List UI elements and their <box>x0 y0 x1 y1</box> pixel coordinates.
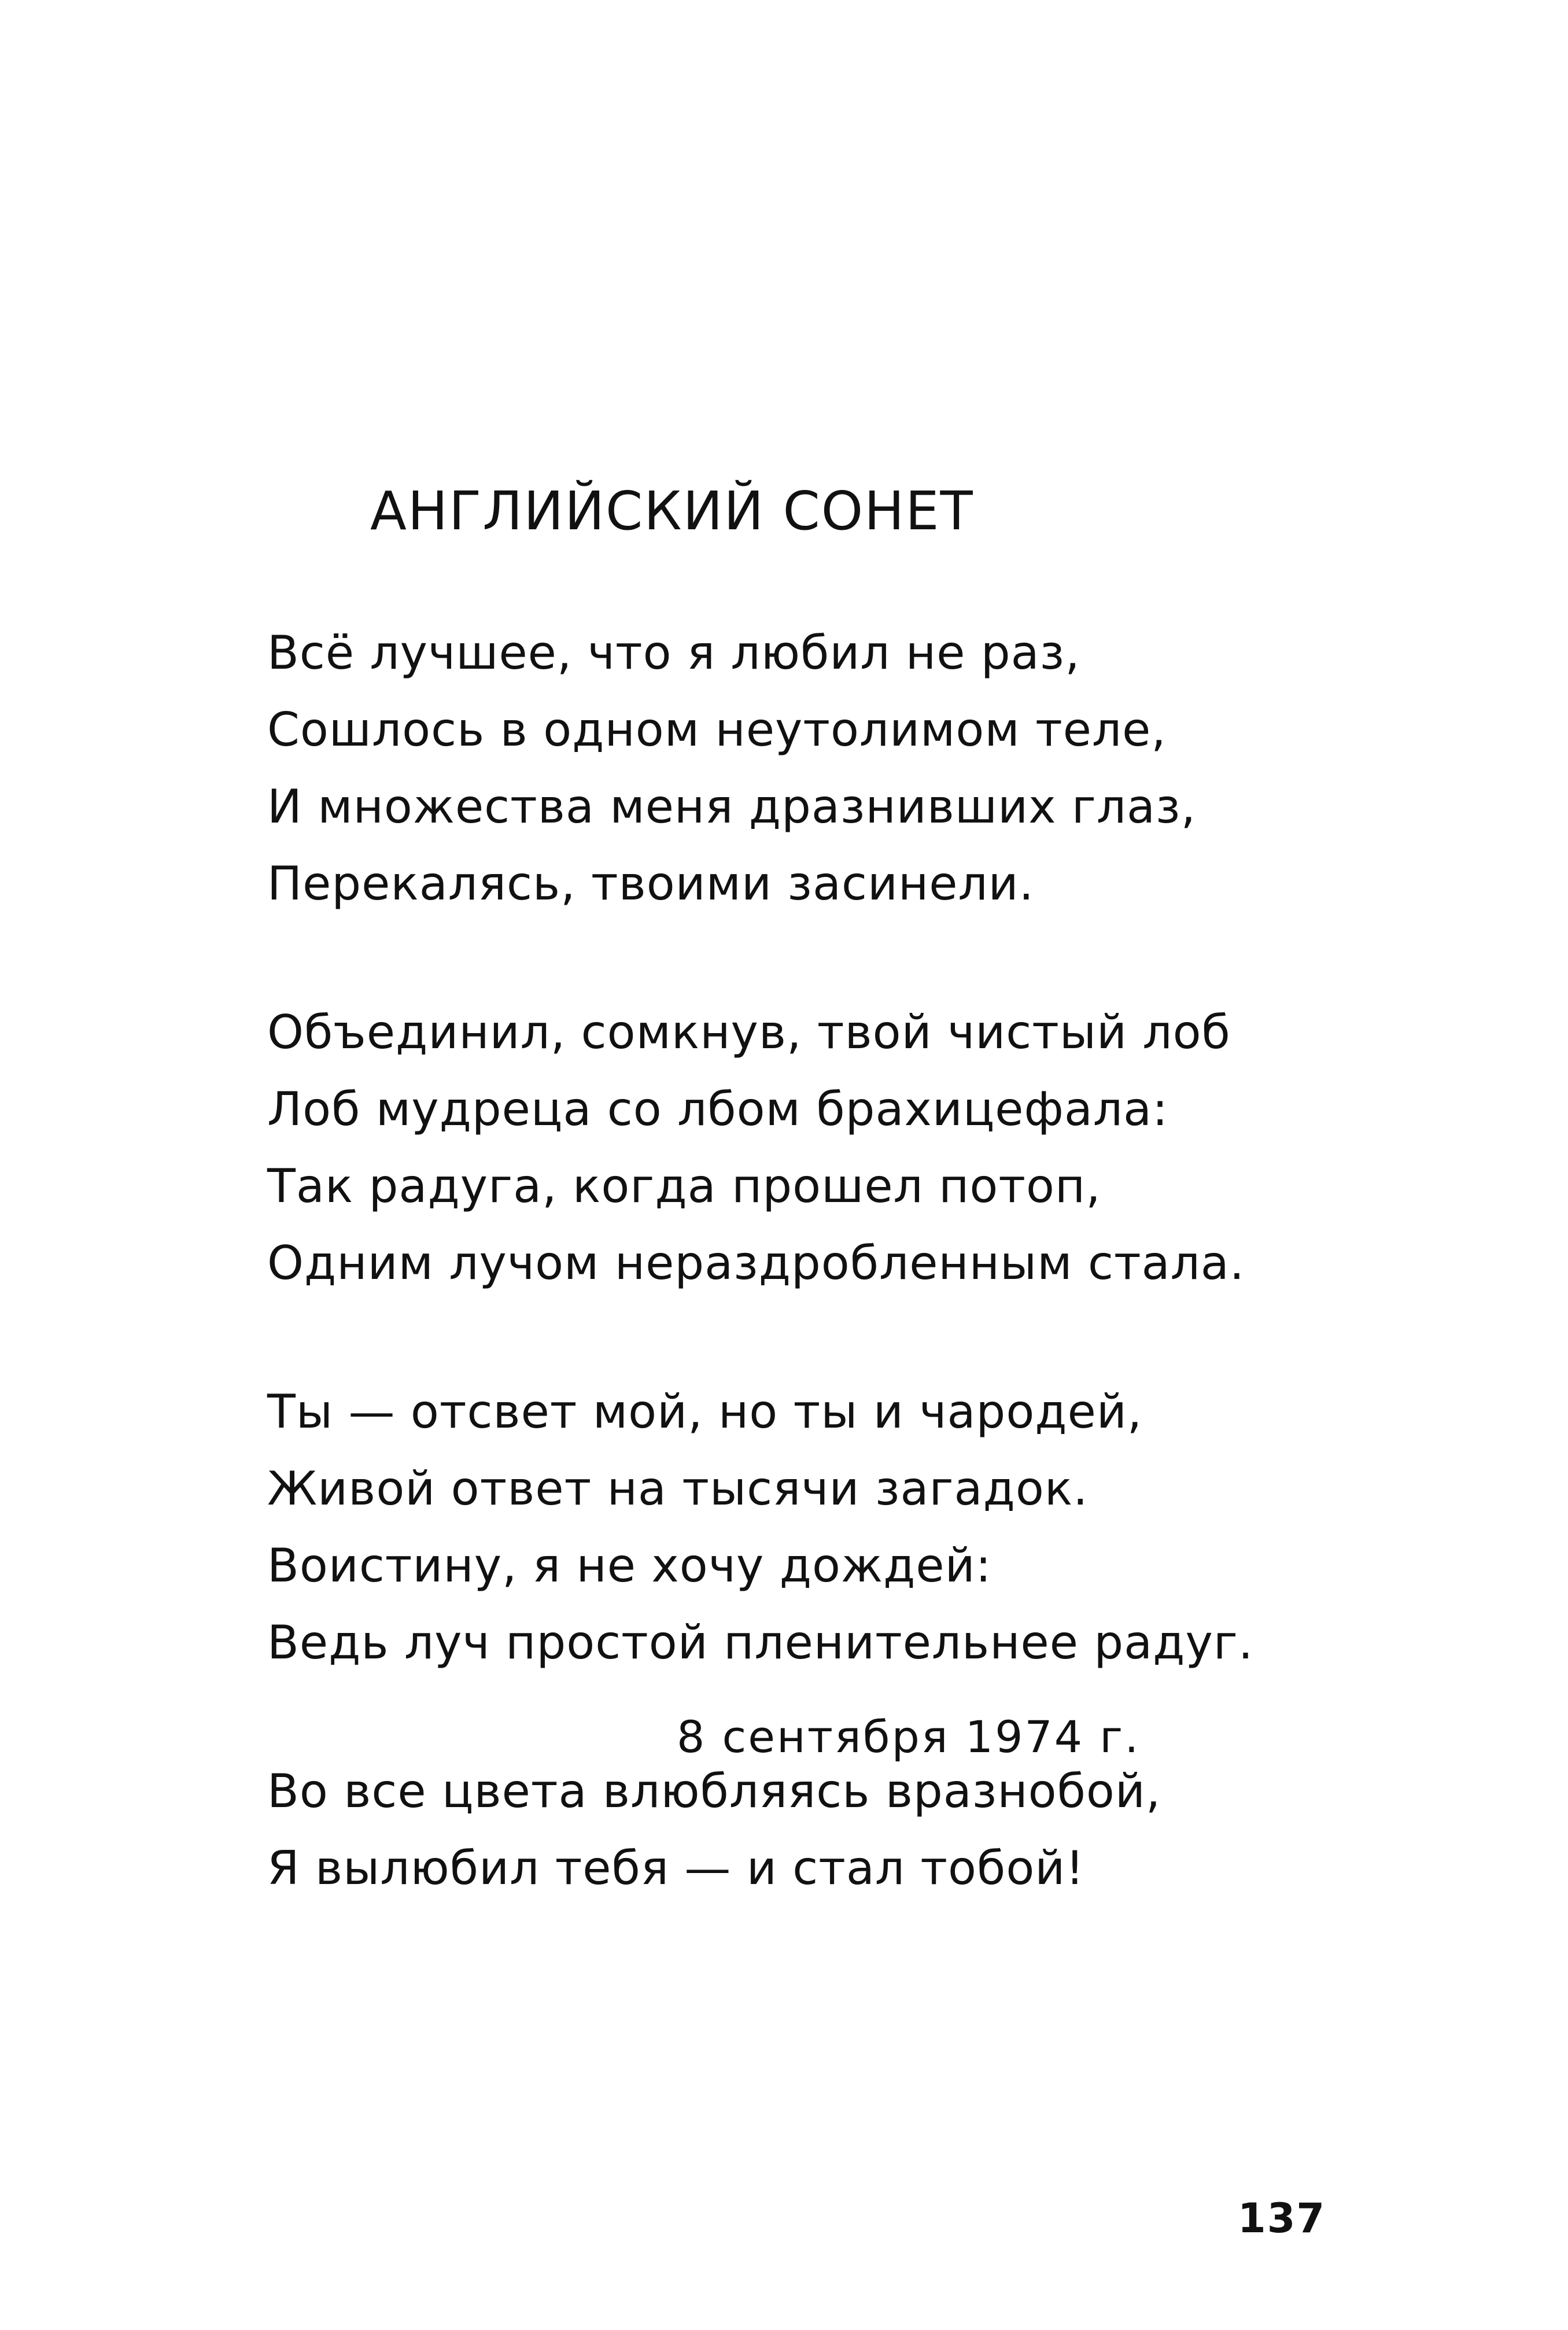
poem-line: И множества меня дразнивших глаз, <box>267 780 1197 834</box>
poem-line: Сошлось в одном неутолимом теле, <box>267 703 1167 757</box>
poem-line: Во все цвета влюбляясь вразнобой, <box>267 1764 1161 1818</box>
poem-line: Ведь луч простой пленительнее радуг. <box>267 1616 1254 1669</box>
stanza-4 <box>267 1753 1250 1907</box>
poem-line: Всё лучшее, что я любил не раз, <box>267 626 1080 680</box>
poem-line: Перекалясь, твоими засинели. <box>267 857 1035 910</box>
stanza-3 <box>267 1373 1254 1681</box>
poem-line: Воистину, я не хочу дождей: <box>267 1539 992 1592</box>
poem-line: Одним лучом нераздробленным стала. <box>267 1236 1245 1290</box>
poem-line: Я вылюбил тебя — и стал тобой! <box>267 1841 1085 1895</box>
stanza-1 <box>267 614 1250 922</box>
stanza-2 <box>267 994 1250 1302</box>
poem-date: 8 сентября 1974 г. <box>677 1711 1141 1763</box>
poem-line: Так радуга, когда прошел потоп, <box>267 1159 1101 1213</box>
poem-line: Ты — отсвет мой, но ты и чародей, <box>267 1385 1143 1439</box>
poem-line: Объединил, сомкнув, твой чистый лоб <box>267 1005 1231 1059</box>
poem-title: АНГЛИЙСКИЙ СОНЕТ <box>370 480 974 542</box>
page-number: 137 <box>1238 2195 1326 2242</box>
poem-line: Лоб мудреца со лбом брахицефала: <box>267 1082 1169 1136</box>
poem-line: Живой ответ на тысячи загадок. <box>267 1462 1089 1516</box>
